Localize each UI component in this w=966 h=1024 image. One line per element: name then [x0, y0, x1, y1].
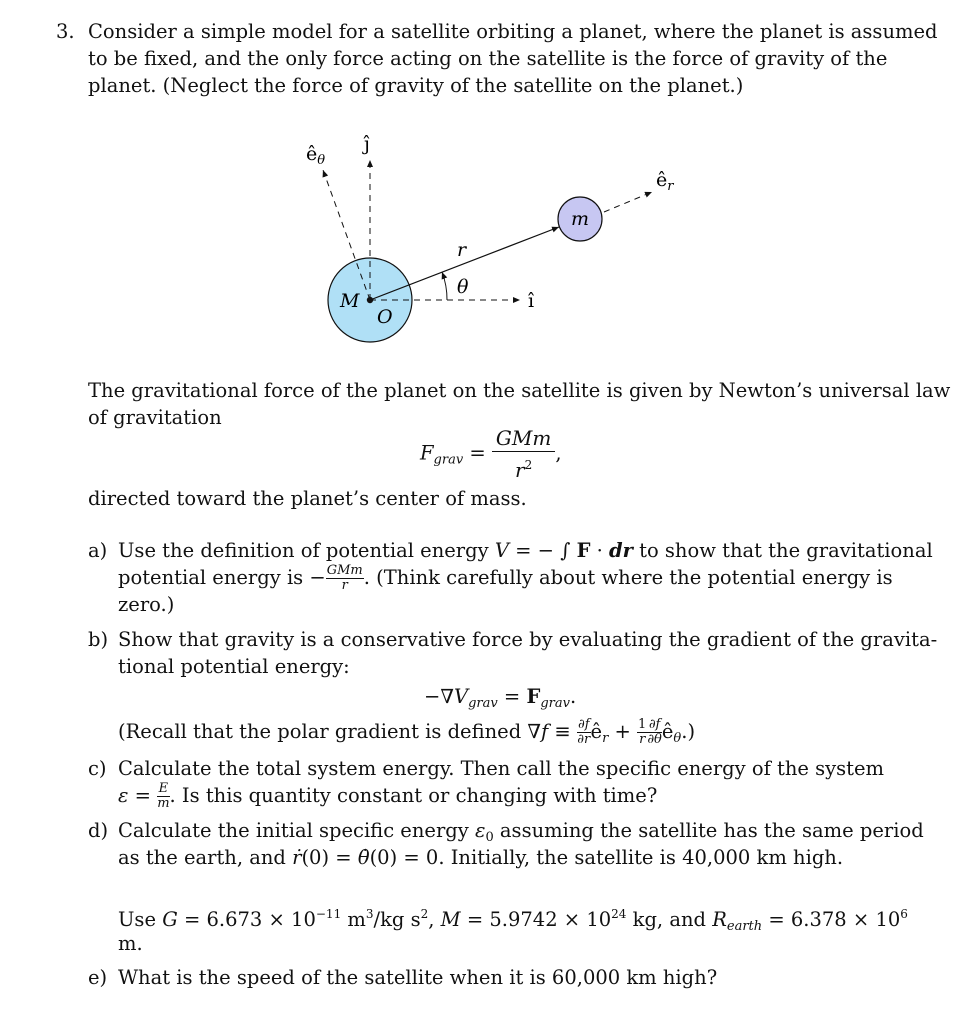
gradient-equation: $-\nabla V_{grav} = F_{grav}$.: [424, 685, 577, 711]
e-r-axis: [604, 192, 652, 212]
label-theta: θ: [457, 276, 469, 298]
polar-gradient-recall: (Recall that the polar gradient is defined ∇f ≡ $\frac{\partial f}{\partial r}$ $ê_r$ + $\frac{1}{r}$ $\frac{\partial f}{\partial\theta}$ $ê_\theta$.): [118, 717, 696, 747]
label-j: ĵ: [364, 133, 370, 155]
part-d-line-2: as the earth, and ṙ(0) = θ̇(0) = 0. Initially, the satellite is 40,000 km high.: [118, 846, 844, 869]
part-b-label: b): [88, 628, 109, 651]
intro-line-3: planet. (Neglect the force of gravity of the satellite on the planet.): [88, 74, 744, 97]
part-d-constants: Use $G = 6.673 \times 10^{-11}$ $m^3/kg$ $s^2$, $M = 5.9742 \times 10^{24}$ kg, and $R_{earth} = 6.378 \times 10^6$: [118, 907, 908, 934]
label-e-r: $ê_r$: [656, 169, 674, 194]
part-d-label: d): [88, 819, 109, 842]
label-i: î: [528, 290, 535, 312]
part-a-line-2: potential energy is − $\frac{\text{GMm}}{r}$ . (Think carefully about where the potential energy is: [118, 563, 893, 593]
law-line-2: of gravitation: [88, 406, 222, 429]
law-line-1: The gravitational force of the planet on the satellite is given by Newton’s universal law: [88, 379, 951, 402]
intro-line-2: to be fixed, and the only force acting on the satellite is the force of gravity of the: [88, 47, 888, 70]
part-a-line-1: Use the definition of potential energy V = − ∫ F · dr to show that the gravitational: [118, 539, 933, 562]
part-a-label: a): [88, 539, 108, 562]
part-e-line-1: What is the speed of the satellite when it is 60,000 km high?: [118, 966, 718, 989]
law-after: directed toward the planet’s center of mass.: [88, 487, 527, 510]
label-e-theta: $ê_\theta$: [306, 143, 326, 168]
part-d-line-1: Calculate the initial specific energy $\varepsilon_0$ assuming the satellite has the same period: [118, 819, 924, 845]
problem-number: 3.: [56, 20, 75, 43]
planet-center-dot: [367, 297, 373, 303]
part-c-line-1: Calculate the total system energy. Then call the specific energy of the system: [118, 757, 885, 780]
part-d-unit: m.: [118, 932, 143, 955]
part-b-line-2: tional potential energy:: [118, 655, 350, 678]
label-m: m: [571, 208, 590, 230]
part-a-line-3: zero.): [118, 593, 175, 616]
part-b-line-1: Show that gravity is a conservative force by evaluating the gradient of the gravita-: [118, 628, 938, 651]
gravity-equation: $F_{grav}$ = $\frac{\text{GMm}}{r^2}$ ,: [420, 426, 562, 482]
label-M: M: [340, 290, 360, 312]
label-O: O: [377, 306, 393, 328]
intro-line-1: Consider a simple model for a satellite orbiting a planet, where the planet is assumed: [88, 20, 938, 43]
label-r: r: [457, 239, 467, 261]
theta-arc: [442, 272, 447, 300]
part-c-line-2: ε = $\frac{E}{m}$ . Is this quantity constant or changing with time?: [118, 781, 658, 811]
part-c-label: c): [88, 757, 107, 780]
part-e-label: e): [88, 966, 108, 989]
orbit-diagram: [0, 0, 966, 380]
gravity-fraction: $\frac{\text{GMm}}{r^2}$: [492, 425, 555, 483]
